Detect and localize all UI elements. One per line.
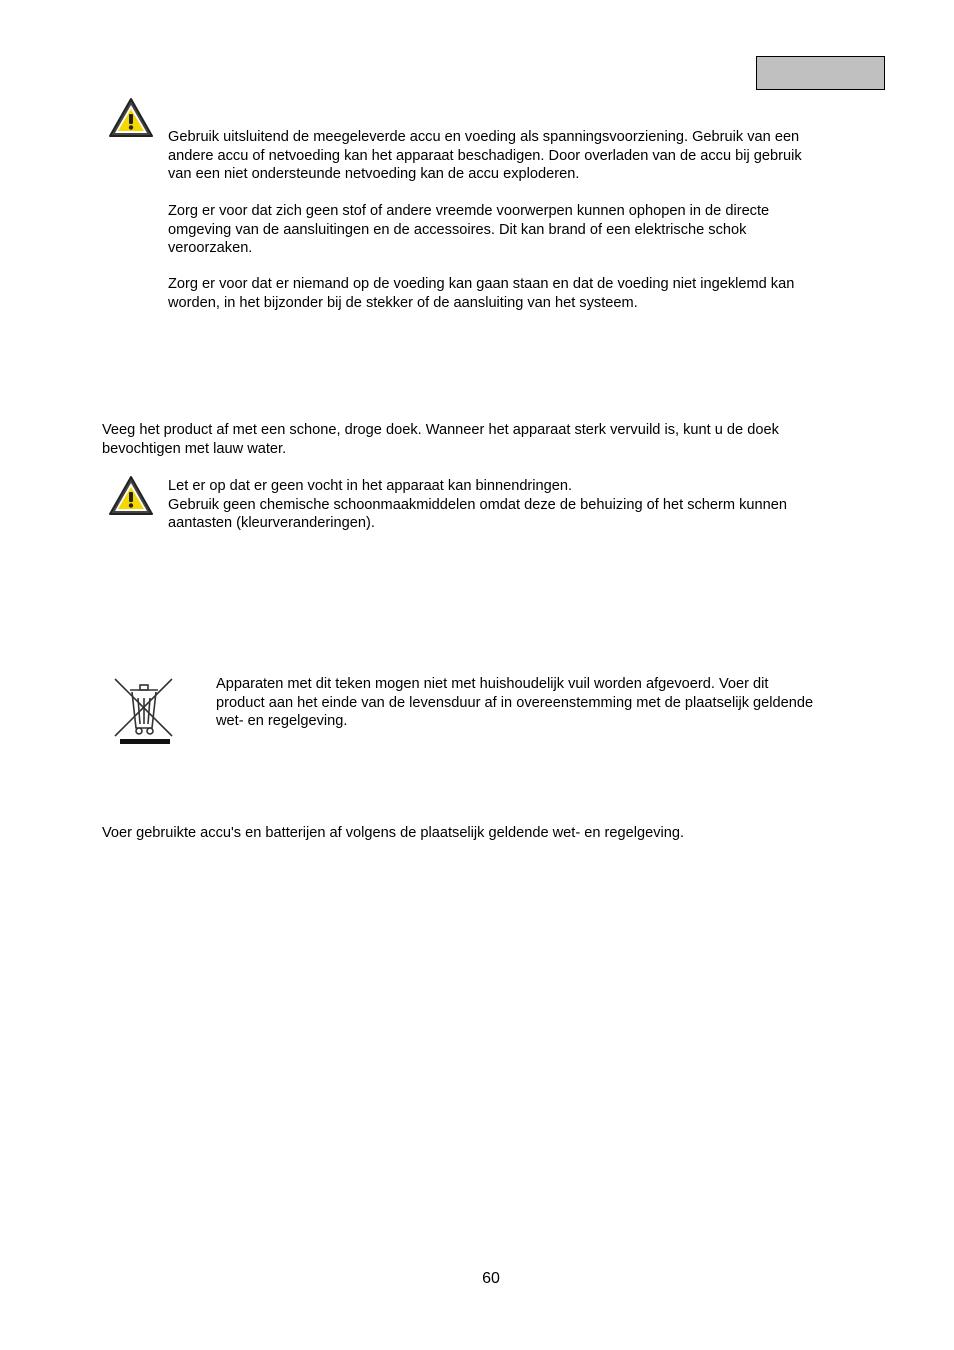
warning-triangle-icon bbox=[108, 97, 154, 139]
crossed-out-wheelie-bin-icon bbox=[112, 676, 176, 746]
warning-1-paragraph-3: Zorg er voor dat er niemand op de voeding kan gaan staan en dat de voeding niet ingeklemd kan worden, in het bijzonder bij de stekker of de aansluiting van het systeem. bbox=[168, 276, 795, 311]
warning-triangle-icon bbox=[108, 475, 154, 517]
warning-1-paragraph-2: Zorg er voor dat zich geen stof of andere vreemde voorwerpen kunnen ophopen in de directe omgeving van de aansluitingen en de accessoires. Dit kan brand of een elektrische schok veroorzaken. bbox=[168, 203, 770, 256]
page-number: 60 bbox=[482, 1270, 500, 1287]
warning-1-paragraph-1: Gebruik uitsluitend de meegeleverde accu en voeding als spanningsvoorziening. Gebruik van een andere accu of netvoeding kan het apparaat beschadigen. Door overladen van de accu bij gebruik van een niet ondersteunde netvoeding kan de accu exploderen. bbox=[168, 129, 802, 182]
warning-2-paragraph: Let er op dat er geen vocht in het apparaat kan binnendringen. Gebruik geen chemische schoonmaakmiddelen omdat deze de behuizing of het scherm kunnen aantasten (kleurveranderingen). bbox=[168, 478, 787, 531]
cleaning-paragraph: Veeg het product af met een schone, droge doek. Wanneer het apparaat sterk vervuild is, kunt u de doek bevochtigen met lauw water. bbox=[102, 422, 779, 457]
batteries-paragraph: Voer gebruikte accu's en batterijen af volgens de plaatselijk geldende wet- en regelgeving. bbox=[102, 825, 685, 841]
disposal-paragraph: Apparaten met dit teken mogen niet met huishoudelijk vuil worden afgevoerd. Voer dit product aan het einde van de levensduur af in overeenstemming met de plaatselijk geldende wet- en regelgeving. bbox=[216, 676, 814, 729]
language-tab-box bbox=[756, 56, 885, 90]
